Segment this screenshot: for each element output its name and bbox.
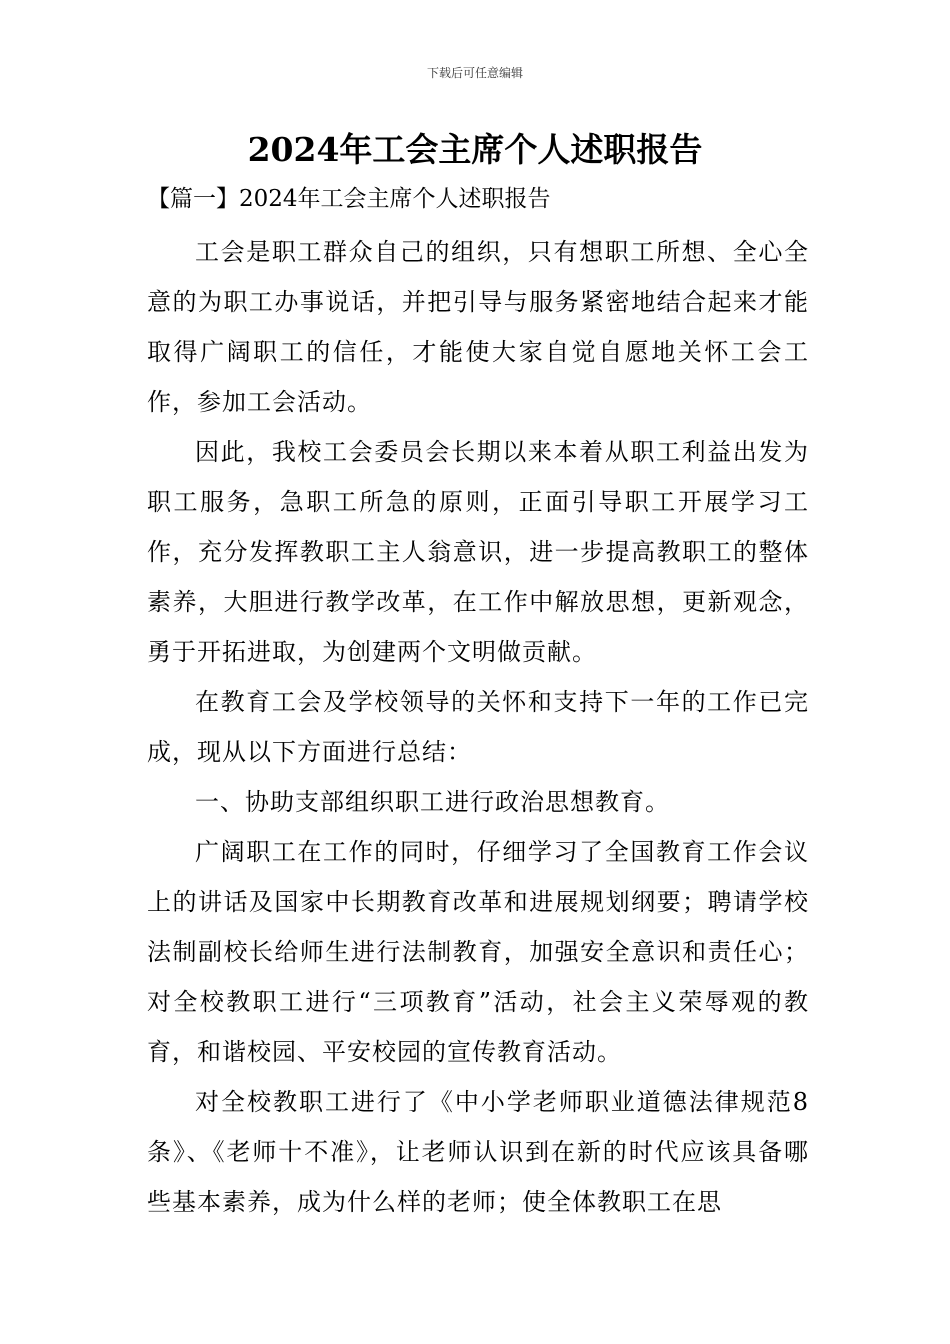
paragraph-2: 因此，我校工会委员会长期以来本着从职工利益出发为职工服务，急职工所急的原则，正面引导职工开展学习工作，充分发挥教职工主人翁意识，进一步提高教职工的整体素养，大胆进行教学改革，在工作中解放思想，更新观念，勇于开拓进取，为创建两个文明做贡献。 <box>147 438 809 666</box>
paragraph-3: 在教育工会及学校领导的关怀和支持下一年的工作已完成，现从以下方面进行总结： <box>147 688 809 766</box>
paragraph-1: 工会是职工群众自己的组织，只有想职工所想、全心全意的为职工办事说话，并把引导与服务紧密地结合起来才能取得广阔职工的信任，才能使大家自觉自愿地关怀工会工作，参加工会活动。 <box>147 238 809 416</box>
section-heading: 【篇一】2024年工会主席个人述职报告 <box>147 186 551 212</box>
paragraph-5: 广阔职工在工作的同时，仔细学习了全国教育工作会议上的讲话及国家中长期教育改革和进展规划纲要；聘请学校法制副校长给师生进行法制教育，加强安全意识和责任心；对全校教职工进行“三项教育”活动，社会主义荣辱观的教育，和谐校园、平安校园的宣传教育活动。 <box>147 838 809 1066</box>
paragraph-4: 一、协助支部组织职工进行政治思想教育。 <box>195 788 670 816</box>
document-title: 2024年工会主席个人述职报告 <box>247 130 703 169</box>
paragraph-6: 对全校教职工进行了《中小学老师职业道德法律规范8条》、《老师十不准》，让老师认识到在新的时代应该具备哪些基本素养，成为什么样的老师；使全体教职工在思 <box>147 1088 809 1216</box>
page-header-note: 下载后可任意编辑 <box>426 66 523 80</box>
document-body <box>147 227 809 1227</box>
